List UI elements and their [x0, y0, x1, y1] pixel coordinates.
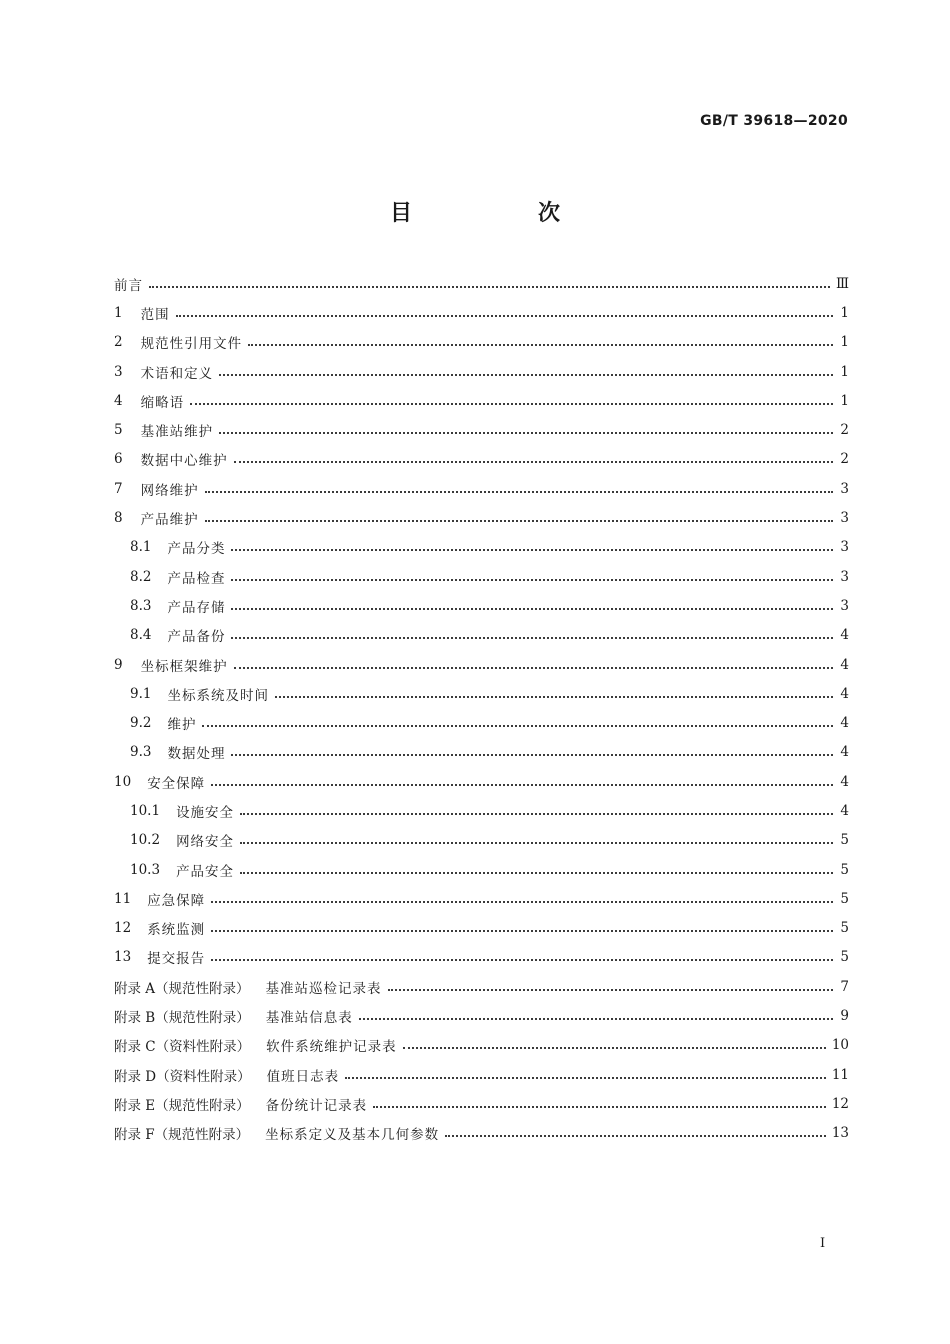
toc-entry-label: 安全保障: [147, 775, 206, 792]
toc-entry[interactable]: [114, 533, 849, 562]
dot-leader: [373, 1092, 826, 1108]
toc-entry-page: 5: [840, 920, 849, 937]
toc-entry-number: 附录 B（规范性附录）: [114, 1010, 250, 1027]
toc-entry[interactable]: [114, 796, 849, 825]
toc-entry[interactable]: [114, 591, 849, 620]
toc-entry[interactable]: [114, 1031, 849, 1060]
toc-entry[interactable]: [114, 679, 849, 708]
toc-entry-number: 10.1: [130, 802, 161, 819]
toc-entry-page: 10: [831, 1037, 849, 1054]
toc-entry-number: 8.1: [130, 539, 152, 556]
page-number: Ⅰ: [820, 1236, 826, 1251]
toc-entry-page: 5: [840, 949, 849, 966]
toc-entry-number: 11: [114, 890, 132, 907]
toc-entry-label: 产品维护: [140, 512, 199, 529]
toc-entry-number: 8.2: [130, 568, 152, 585]
toc-entry[interactable]: [114, 708, 849, 737]
toc-entry-page: 4: [840, 802, 849, 819]
toc-entry[interactable]: [114, 972, 849, 1001]
toc-entry-label: 应急保障: [147, 892, 206, 909]
toc-entry-label: 网络维护: [140, 482, 199, 499]
toc-entry-label: 产品安全: [176, 863, 235, 880]
toc-entry[interactable]: [114, 826, 849, 855]
toc-entry[interactable]: [114, 415, 849, 444]
toc-entry-number: 9.1: [130, 685, 152, 702]
toc-entry[interactable]: [114, 474, 849, 503]
toc-entry-label: 坐标系定义及基本几何参数: [265, 1127, 440, 1144]
toc-entry[interactable]: [114, 621, 849, 650]
toc-entry-label: 术语和定义: [140, 365, 214, 382]
toc-entry-page: 4: [840, 744, 849, 761]
toc-entry[interactable]: [114, 884, 849, 913]
dot-leader: [234, 653, 833, 669]
toc-entry-label: 值班日志表: [266, 1068, 340, 1085]
toc-entry[interactable]: [114, 650, 849, 679]
toc-entry-number: 附录 F（规范性附录）: [114, 1127, 250, 1144]
toc-entry-label: 软件系统维护记录表: [266, 1039, 397, 1056]
dot-leader: [211, 770, 833, 786]
dot-leader: [388, 975, 833, 991]
toc-entry-label: 产品检查: [167, 570, 226, 587]
toc-entry-page: 5: [840, 861, 849, 878]
toc-entry[interactable]: [114, 767, 849, 796]
toc-entry[interactable]: [114, 914, 849, 943]
toc-entry-number: 5: [114, 422, 123, 439]
toc-entry-number: 附录 E（规范性附录）: [114, 1097, 250, 1114]
toc-entry-label: 基准站信息表: [265, 1010, 353, 1027]
toc-entry-number: 附录 D（资料性附录）: [114, 1068, 251, 1085]
dot-leader: [205, 506, 833, 522]
toc-entry[interactable]: [114, 855, 849, 884]
dot-leader: [234, 447, 833, 463]
toc-entry-page: 1: [840, 304, 849, 321]
toc-entry-label: 系统监测: [147, 922, 206, 939]
toc-entry[interactable]: [114, 269, 849, 298]
toc-entry-label: 备份统计记录表: [265, 1097, 368, 1114]
toc-entry-page: 3: [840, 597, 849, 614]
toc-entry-number: 2: [114, 334, 123, 351]
toc-entry-number: 8: [114, 510, 123, 527]
toc-entry-page: 4: [840, 685, 849, 702]
toc-entry-label: 产品备份: [167, 629, 226, 646]
dot-leader: [231, 594, 833, 610]
toc-entry-number: 10.3: [130, 861, 161, 878]
toc-entry-page: 4: [840, 627, 849, 644]
toc-entry[interactable]: [114, 1001, 849, 1030]
toc-entry-page: 7: [840, 978, 849, 995]
toc-entry[interactable]: [114, 1089, 849, 1118]
dot-leader: [149, 272, 830, 288]
toc-entry-label: 坐标系统及时间: [167, 687, 269, 704]
toc-entry[interactable]: [114, 562, 849, 591]
toc-entry-label: 网络安全: [176, 834, 235, 851]
toc-entry-label: 提交报告: [147, 951, 206, 968]
dot-leader: [445, 1121, 826, 1137]
dot-leader: [359, 1004, 833, 1020]
toc-entry-page: 5: [840, 890, 849, 907]
toc-entry-number: 附录 C（资料性附录）: [114, 1039, 251, 1056]
toc-entry-page: 9: [840, 1008, 849, 1025]
toc-entry[interactable]: [114, 298, 849, 327]
toc-entry-number: 12: [114, 920, 132, 937]
toc-entry-number: 13: [114, 949, 132, 966]
dot-leader: [248, 330, 833, 346]
toc-entry-number: 8.4: [130, 627, 152, 644]
toc-entry-page: 4: [840, 773, 849, 790]
dot-leader: [275, 682, 833, 698]
toc-entry-page: 3: [840, 568, 849, 585]
toc-entry-number: 10.2: [130, 832, 161, 849]
dot-leader: [176, 301, 833, 317]
dot-leader: [211, 916, 833, 932]
toc-entry[interactable]: [114, 1060, 849, 1089]
dot-leader: [211, 945, 833, 961]
toc-entry-number: 9: [114, 656, 123, 673]
toc-entry[interactable]: [114, 738, 849, 767]
dot-leader: [231, 565, 833, 581]
toc-entry-page: 5: [840, 832, 849, 849]
dot-leader: [202, 711, 833, 727]
dot-leader: [219, 418, 833, 434]
toc-entry-page: 12: [831, 1095, 849, 1112]
toc-entry-label: 产品存储: [167, 599, 226, 616]
toc-entry-page: 1: [840, 334, 849, 351]
toc-entry-number: 6: [114, 451, 123, 468]
dot-leader: [211, 887, 833, 903]
toc-entry-number: 4: [114, 392, 123, 409]
toc-entry-label: 坐标框架维护: [140, 658, 228, 675]
dot-leader: [231, 740, 833, 756]
dot-leader: [403, 1033, 826, 1049]
toc-entry-number: 9.3: [130, 744, 152, 761]
dot-leader: [345, 1063, 826, 1079]
toc-entry[interactable]: [114, 943, 849, 972]
toc-entry-label: 范围: [140, 306, 170, 323]
toc-entry-page: 11: [831, 1066, 849, 1083]
toc-entry-number: 7: [114, 480, 123, 497]
toc-entry-number: 9.2: [130, 715, 152, 732]
table-of-contents: [114, 269, 849, 1148]
toc-entry-number: 10: [114, 773, 132, 790]
dot-leader: [231, 535, 833, 551]
toc-entry-page: Ⅲ: [835, 275, 849, 292]
toc-entry-label: 基准站维护: [140, 424, 214, 441]
toc-entry-page: 4: [840, 656, 849, 673]
toc-entry-page: 2: [840, 422, 849, 439]
toc-entry-label: 数据处理: [167, 746, 226, 763]
toc-entry-number: 1: [114, 304, 123, 321]
standard-code: GB/T 39618—2020: [700, 113, 848, 129]
toc-entry-number: 附录 A（规范性附录）: [114, 980, 250, 997]
toc-entry-page: 3: [840, 539, 849, 556]
dot-leader: [205, 477, 833, 493]
toc-entry-label: 前言: [114, 277, 143, 294]
toc-entry-label: 设施安全: [176, 804, 235, 821]
toc-entry-label: 数据中心维护: [140, 453, 228, 470]
dot-leader: [240, 828, 833, 844]
toc-entry[interactable]: [114, 386, 849, 415]
toc-entry-page: 2: [840, 451, 849, 468]
toc-entry[interactable]: [114, 1119, 849, 1148]
toc-entry-label: 基准站巡检记录表: [265, 980, 382, 997]
dot-leader: [240, 858, 833, 874]
toc-entry-number: 3: [114, 363, 123, 380]
toc-entry[interactable]: [114, 357, 849, 386]
toc-entry-page: 1: [840, 363, 849, 380]
dot-leader: [219, 360, 833, 376]
toc-entry[interactable]: [114, 503, 849, 532]
dot-leader: [240, 799, 833, 815]
toc-entry-label: 缩略语: [140, 394, 185, 411]
dot-leader: [190, 389, 833, 405]
toc-entry-page: 3: [840, 480, 849, 497]
toc-entry-label: 维护: [167, 717, 197, 734]
toc-entry-page: 1: [840, 392, 849, 409]
toc-entry-number: 8.3: [130, 597, 152, 614]
toc-entry-page: 4: [840, 715, 849, 732]
toc-entry-label: 规范性引用文件: [140, 336, 243, 353]
dot-leader: [231, 623, 833, 639]
toc-entry[interactable]: [114, 445, 849, 474]
toc-entry-page: 3: [840, 510, 849, 527]
toc-entry-page: 13: [831, 1125, 849, 1142]
toc-entry-label: 产品分类: [167, 541, 226, 558]
toc-entry[interactable]: [114, 328, 849, 357]
toc-title: 目 次: [389, 201, 612, 226]
